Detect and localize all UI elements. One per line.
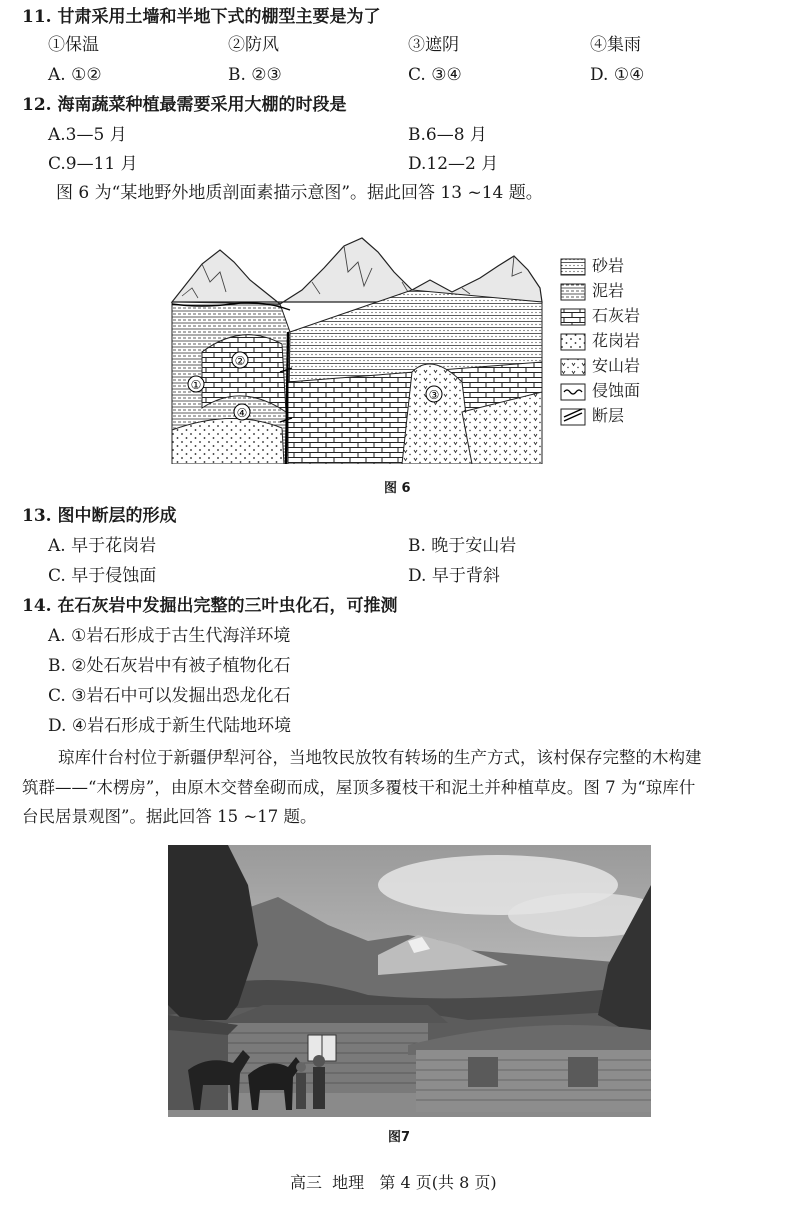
village-landscape-photo-drawing <box>168 845 651 1117</box>
q11-option-c: C. ③④ <box>408 65 462 85</box>
q12-option-a: A.3—5 月 <box>48 125 127 145</box>
fig6-intro: 图 6 为“某地野外地质剖面素描示意图”。据此回答 13 ~14 题。 <box>56 183 543 203</box>
q13-option-a: A. 早于花岗岩 <box>48 536 157 556</box>
q11-item-4: ④集雨 <box>590 35 641 55</box>
q14-option-b: B. ②处石灰岩中有被子植物化石 <box>48 656 291 676</box>
q13-option-d: D. 早于背斜 <box>408 566 500 586</box>
q11-item-3: ③遮阴 <box>408 35 459 55</box>
marker-2-label: ② <box>234 354 246 368</box>
q11-option-b: B. ②③ <box>228 65 282 85</box>
marker-1-label: ① <box>190 378 202 392</box>
q12-stem: 12. 海南蔬菜种植最需要采用大棚的时段是 <box>22 95 347 115</box>
passage-line-1: 琼库什台村位于新疆伊犁河谷，当地牧民放牧有转场的生产方式，该村保存完整的木构建 <box>58 748 702 767</box>
legend-swatches <box>560 257 588 435</box>
q11-option-d: D. ①④ <box>590 65 645 85</box>
q12-option-d: D.12—2 月 <box>408 154 499 174</box>
q13-option-c: C. 早于侵蚀面 <box>48 566 157 586</box>
legend-swatch-mudstone <box>561 284 585 300</box>
q13-stem: 13. 图中断层的形成 <box>22 506 177 526</box>
legend-label-limestone: 石灰岩 <box>592 306 641 325</box>
legend-label-granite: 花岗岩 <box>592 331 641 350</box>
legend-label-erosion: 侵蚀面 <box>592 381 641 400</box>
q14-option-d: D. ④岩石形成于新生代陆地环境 <box>48 716 292 736</box>
village-landscape-photo <box>168 845 651 1117</box>
q14-option-a: A. ①岩石形成于古生代海洋环境 <box>48 626 291 646</box>
legend-swatch-limestone <box>561 309 585 325</box>
passage-line-3: 台民居景观图”。据此回答 15 ~17 题。 <box>22 807 317 826</box>
geologic-section-figure <box>162 232 562 464</box>
legend-label-sandstone: 砂岩 <box>592 256 625 275</box>
q11-option-a: A. ①② <box>48 65 102 85</box>
q14-stem: 14. 在石灰岩中发掘出完整的三叶虫化石，可推测 <box>22 596 398 616</box>
q11-item-1: ①保温 <box>48 35 99 55</box>
legend-label-fault: 断层 <box>592 406 625 425</box>
marker-3-label: ③ <box>428 388 440 402</box>
q11-item-2: ②防风 <box>228 35 279 55</box>
q11-stem: 11. 甘肃采用土墙和半地下式的棚型主要是为了 <box>22 7 381 27</box>
fig6-caption: 图 6 <box>384 481 411 496</box>
legend-swatch-sandstone <box>561 259 585 275</box>
fig7-caption: 图7 <box>388 1130 411 1145</box>
q14-option-c: C. ③岩石中可以发掘出恐龙化石 <box>48 686 291 706</box>
q12-option-b: B.6—8 月 <box>408 125 487 145</box>
geologic-section-sketch <box>162 232 562 464</box>
legend-label-andesite: 安山岩 <box>592 356 641 375</box>
legend-swatch-granite <box>561 334 585 350</box>
page-footer: 高三 地理 第 4 页(共 8 页) <box>290 1173 497 1192</box>
legend-label-mudstone: 泥岩 <box>592 281 625 300</box>
passage-line-2: 筑群——“木楞房”，由原木交替垒砌而成，屋顶多覆枝干和泥土并种植草皮。图 7 为“琼库什 <box>22 778 696 797</box>
q13-option-b: B. 晚于安山岩 <box>408 536 517 556</box>
q12-option-c: C.9—11 月 <box>48 154 138 174</box>
marker-4-label: ④ <box>236 406 248 420</box>
legend-swatch-andesite <box>561 359 585 375</box>
